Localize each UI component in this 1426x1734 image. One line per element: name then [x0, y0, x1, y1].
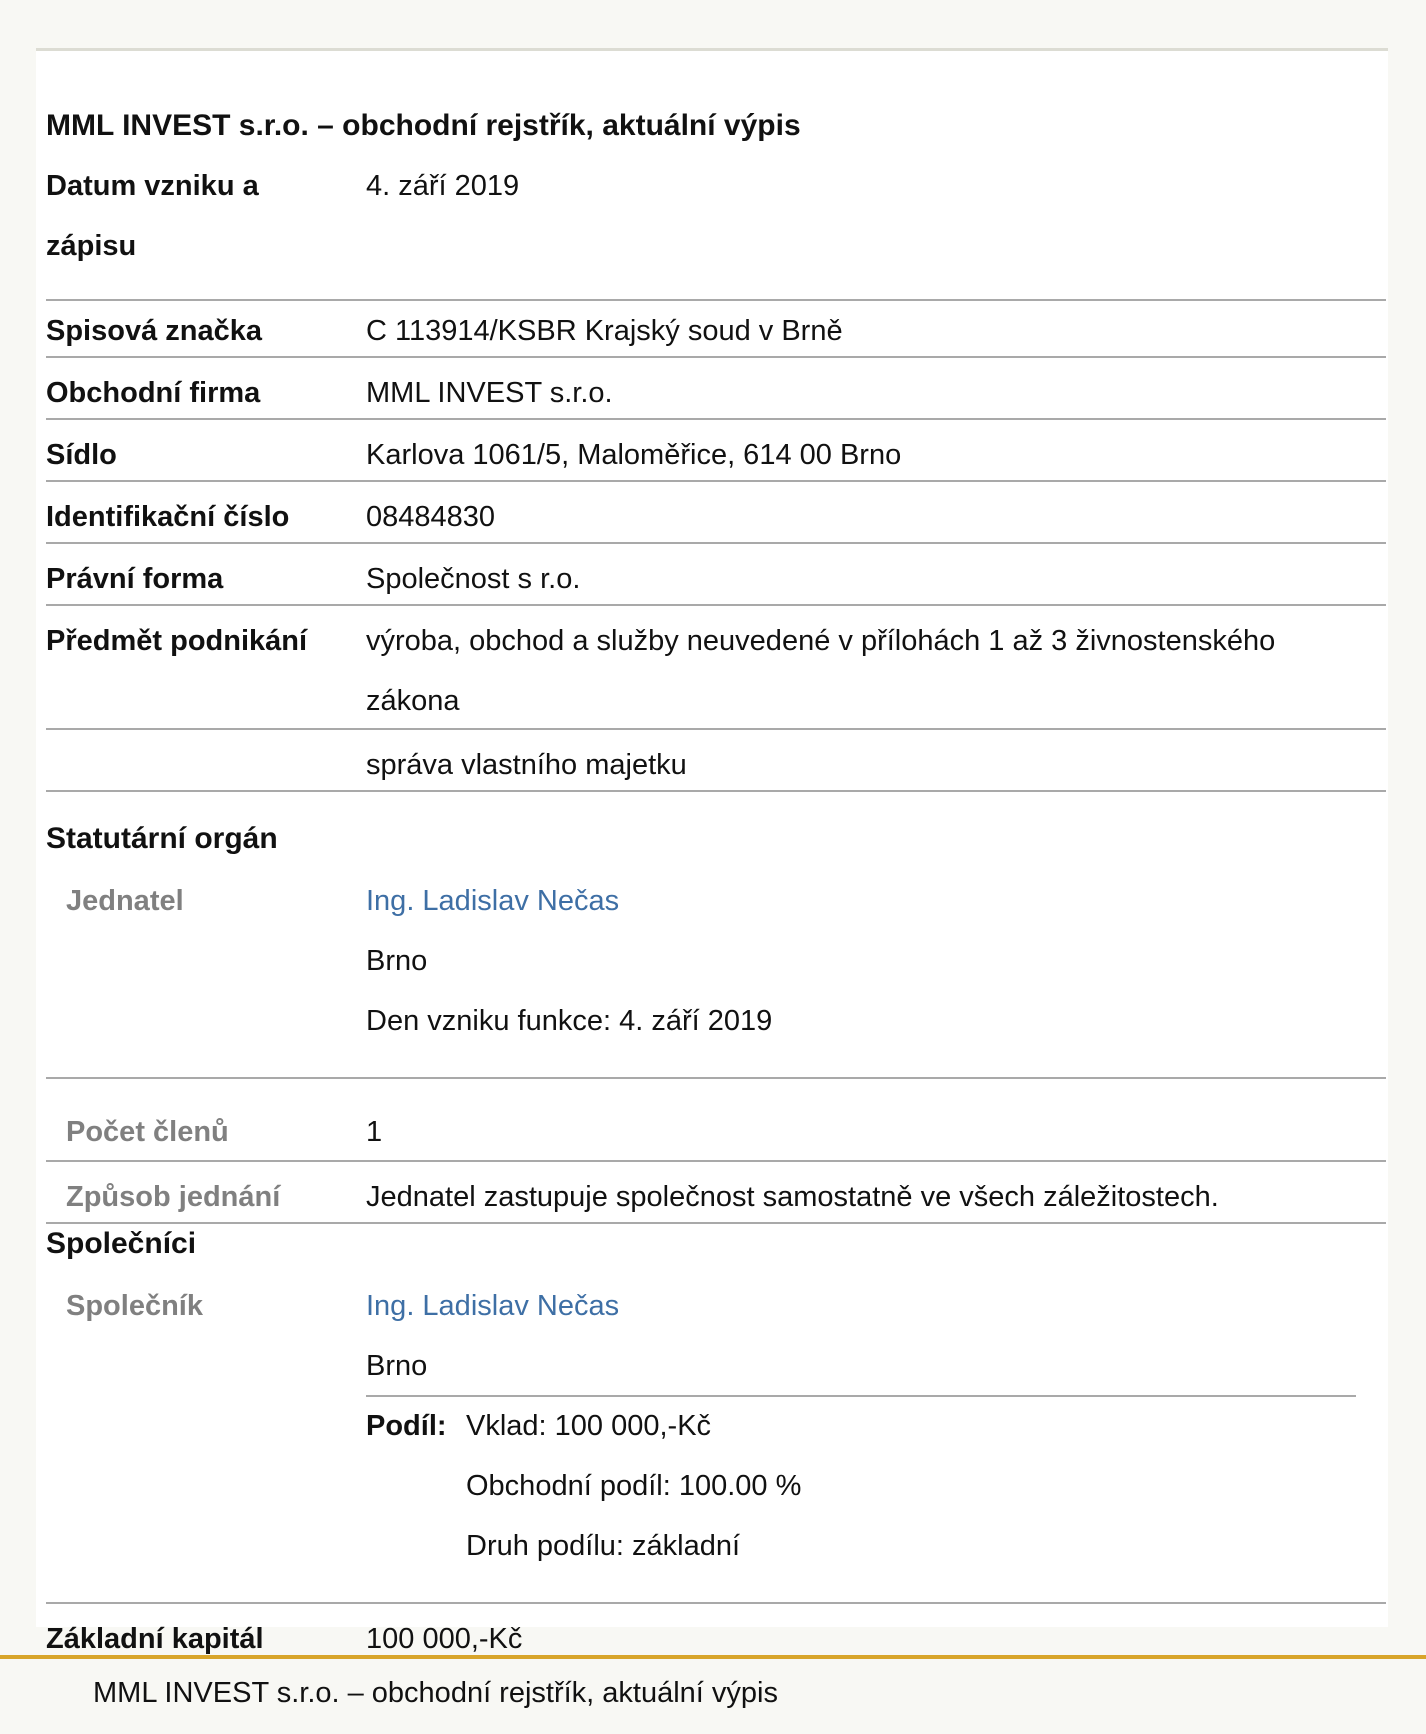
row-label: Počet členů [66, 1116, 229, 1148]
page-title: MML INVEST s.r.o. – obchodní rejstřík, aktuální výpis [46, 109, 801, 142]
row-identifikacni-cislo [46, 487, 1386, 544]
jednatel-since: Den vzniku funkce: 4. září 2019 [366, 1005, 773, 1037]
row-value: Karlova 1061/5, Maloměřice, 614 00 Brno [366, 439, 902, 471]
row-label: Způsob jednání [66, 1181, 281, 1213]
row-value: výroba, obchod a služby neuvedené v přílohách 1 až 3 živnostenského zákona [366, 625, 1276, 717]
row-label: Společník [66, 1290, 203, 1322]
footer-title: MML INVEST s.r.o. – obchodní rejstřík, aktuální výpis [93, 1677, 778, 1709]
row-pravni-forma [46, 549, 1386, 606]
row-label: Datum vzniku a zápisu [46, 170, 259, 262]
row-value: 08484830 [366, 501, 496, 533]
row-value: Jednatel zastupuje společnost samostatně ve všech záležitostech. [366, 1181, 1219, 1213]
section-heading-spolecnici: Společníci [46, 1227, 197, 1260]
row-value: správa vlastního majetku [366, 749, 687, 781]
row-label: Jednatel [66, 885, 184, 917]
row-label: Předmět podnikání [46, 625, 308, 657]
section-heading-statutarni-organ: Statutární orgán [46, 822, 278, 855]
row-zpusob-jednani [46, 1167, 1386, 1224]
row-obchodni-firma [46, 363, 1386, 420]
jednatel-name-link[interactable]: Ing. Ladislav Nečas [366, 885, 620, 917]
row-predmet-podnikani-2 [46, 735, 1386, 792]
row-datum-vzniku [46, 156, 1386, 301]
podil-label: Podíl: [366, 1410, 447, 1442]
row-value: 4. září 2019 [366, 170, 520, 202]
row-value: 100 000,-Kč [366, 1623, 523, 1655]
podil-values [466, 1396, 801, 1576]
spolecnik-name-link[interactable]: Ing. Ladislav Nečas [366, 1290, 620, 1322]
podil-obchodni: Obchodní podíl: 100.00 % [466, 1470, 802, 1502]
jednatel-city: Brno [366, 945, 428, 977]
row-spisova-znacka [46, 301, 1386, 358]
row-predmet-podnikani [46, 611, 1386, 730]
row-value [366, 871, 1356, 1051]
row-value: MML INVEST s.r.o. [366, 377, 613, 409]
podil-druh: Druh podílu: základní [466, 1530, 741, 1562]
row-label: Základní kapitál [46, 1623, 264, 1655]
footer-bar [0, 1655, 1426, 1734]
podil-vklad: Vklad: 100 000,-Kč [466, 1410, 712, 1442]
row-sidlo [46, 425, 1386, 482]
register-extract-card [36, 48, 1388, 1655]
row-value: C 113914/KSBR Krajský soud v Brně [366, 315, 843, 347]
row-value: 1 [366, 1116, 383, 1148]
row-label: Právní forma [46, 563, 224, 595]
row-jednatel [46, 871, 1386, 1079]
row-label: Spisová značka [46, 315, 262, 347]
row-value [366, 1276, 1356, 1396]
row-label: Obchodní firma [46, 377, 261, 409]
row-label: Identifikační číslo [46, 501, 290, 533]
row-value: Společnost s r.o. [366, 563, 581, 595]
row-label: Sídlo [46, 439, 117, 471]
row-pocet-clenu [46, 1098, 1386, 1162]
spolecnik-city: Brno [366, 1350, 428, 1382]
